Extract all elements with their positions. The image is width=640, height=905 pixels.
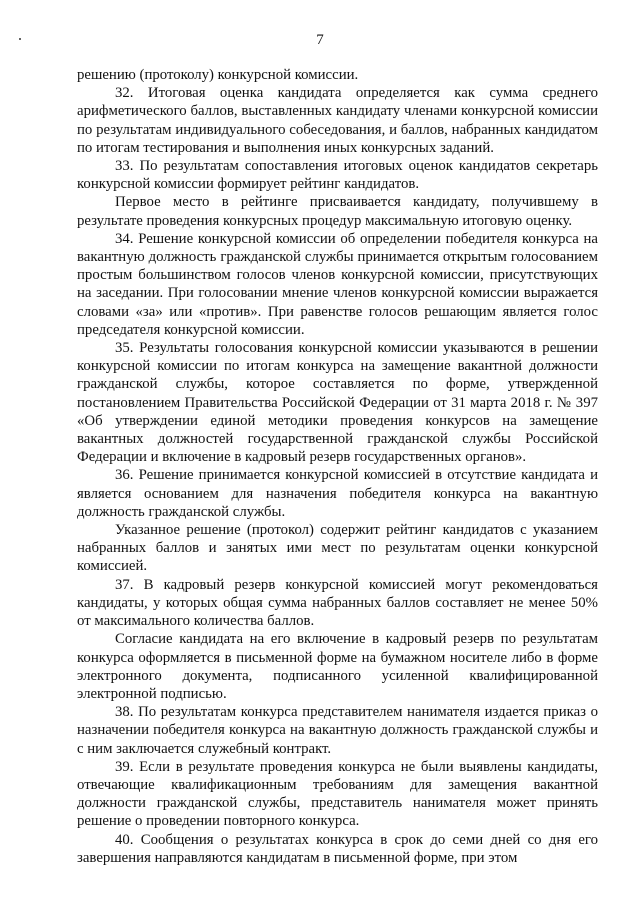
paragraph-38: 38. По результатам конкурса представителем нанимателя издается приказ о назначении победителя конкурса на вакантную должность гражданской службы и с ним заключается служебный контракт. [77, 704, 598, 757]
paragraph-36: 36. Решение принимается конкурсной комиссией в отсутствие кандидата и является основанием для назначения победителя конкурса на вакантную должность гражданской службы. [77, 467, 598, 520]
paragraph-33: 33. По результатам сопоставления итоговых оценок кандидатов секретарь конкурсной комиссии формирует рейтинг кандидатов. [77, 158, 598, 193]
paragraph-37: 37. В кадровый резерв конкурсной комиссией могут рекомендоваться кандидаты, у которых общая сумма набранных баллов составляет не менее 50% от максимального количества баллов. [77, 576, 598, 630]
paragraph-39: 39. Если в результате проведения конкурса не были выявлены кандидаты, отвечающие квалификационным требованиям для замещения вакантной должности гражданской службы, представитель нанимателя может принять решение о проведении повторного конкурса. [77, 758, 598, 830]
paragraph-decision-protocol: Указанное решение (протокол) содержит рейтинг кандидатов с указанием набранных баллов и занятых ими мест по результатам оценки конкурсной комиссией. [77, 522, 598, 575]
paragraph-rating-first-place: Первое место в рейтинге присваивается кандидату, получившему в результате проведения конкурсных процедур максимальную итоговую оценку. [77, 194, 598, 229]
paragraph-32: 32. Итоговая оценка кандидата определяется как сумма среднего арифметического баллов, выставленных кандидату членами конкурсной комиссии по результатам индивидуального собеседования, и баллов, набранных кандидатом по итогам тестирования и выполнения иных конкурсных заданий. [77, 85, 598, 156]
paragraph-34: 34. Решение конкурсной комиссии об определении победителя конкурса на вакантную должность гражданской службы принимается открытым голосованием простым большинством голосов членов конкурсной комиссии, присутствующих на заседании. При голосовании мнение членов конкурсной комиссии выражается словами «за» или «против». При равенстве голосов решающим является голос председателя конкурсной комиссии. [77, 230, 598, 338]
paragraph-continuation: решению (протоколу) конкурсной комиссии. [77, 67, 359, 83]
page-number: 7 [316, 32, 324, 48]
paragraph-40: 40. Сообщения о результатах конкурса в срок до семи дней со дня его завершения направляются кандидатам в письменной форме, при этом [77, 831, 598, 866]
document-body [77, 66, 598, 867]
paragraph-35: 35. Результаты голосования конкурсной комиссии указываются в решении конкурсной комиссии по итогам конкурса на замещение вакантной должности гражданской службы, которое составляется по форме, утвержденной постановлением Правительства Российской Федерации от 31 марта 2018 г. № 397 «Об утверждении единой методики проведения конкурсов на замещение вакантных должностей государственной гражданской службы Российской Федерации и включение в кадровый резерв государственных органов». [77, 340, 598, 466]
paragraph-consent: Согласие кандидата на его включение в кадровый резерв по результатам конкурса оформляется в письменной форме на бумажном носителе либо в форме электронного документа, подписанного усиленной квалифицированной электронной подписью. [77, 631, 598, 702]
